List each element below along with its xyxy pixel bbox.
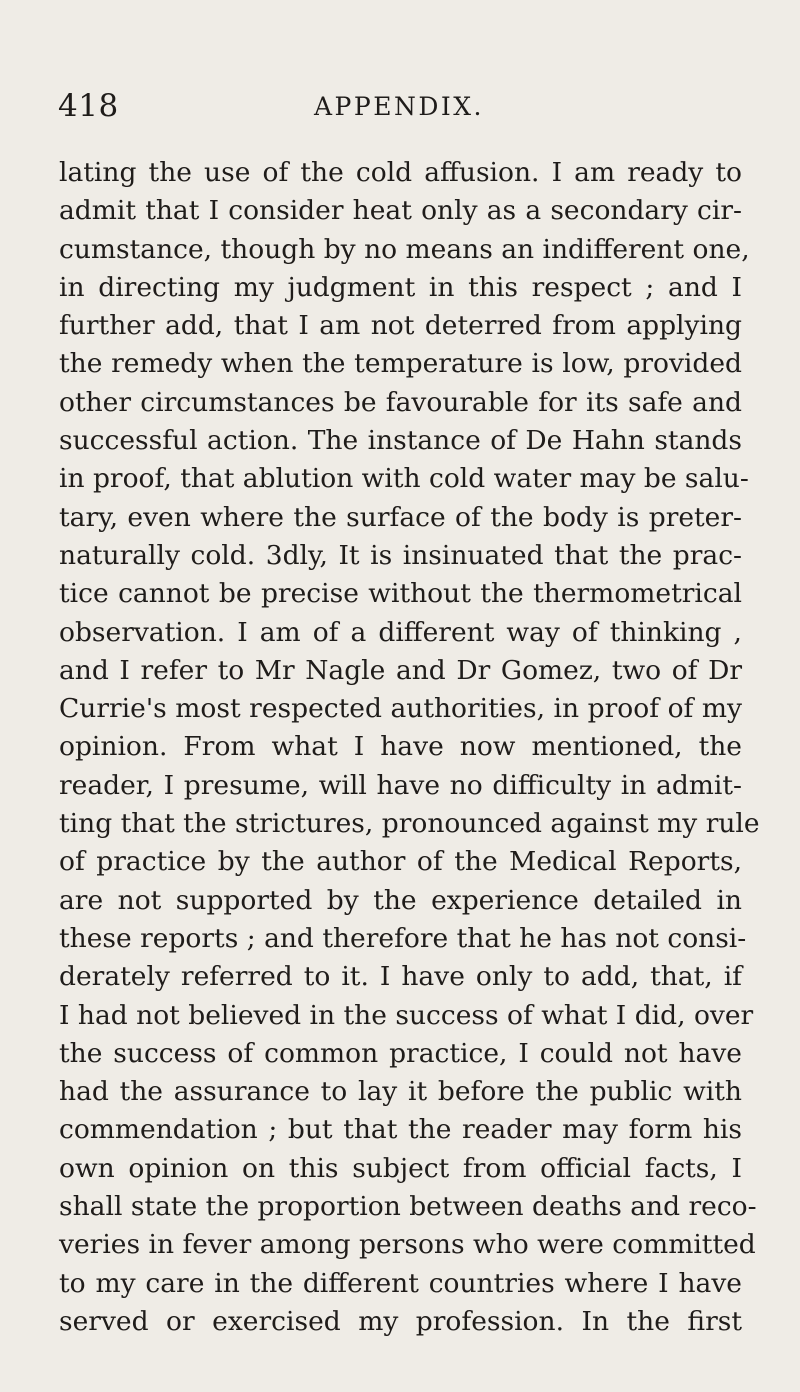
text-line: further add, that I am not deterred from applying — [59, 310, 742, 342]
text-line: are not supported by the experience detailed in — [59, 884, 742, 916]
text-line: tice cannot be precise without the thermometrical — [59, 578, 742, 610]
running-head — [58, 88, 738, 128]
text-line: the remedy when the temperature is low, provided — [59, 348, 742, 380]
text-line: successful action. The instance of De Hahn stands — [59, 425, 742, 457]
text-line: commendation ; but that the reader may form his — [59, 1114, 742, 1146]
text-line: I had not believed in the success of what I did, over — [59, 999, 754, 1031]
text-line: derately referred to it. I have only to add, that, if — [59, 961, 742, 993]
text-line: shall state the proportion between deaths and reco- — [59, 1191, 757, 1223]
text-line: naturally cold. 3dly, It is insinuated that the prac- — [59, 539, 742, 571]
text-line: tary, even where the surface of the body is preter- — [59, 501, 742, 533]
text-line: in directing my judgment in this respect ; and I — [59, 271, 742, 303]
text-line: observation. I am of a different way of thinking , — [59, 616, 742, 648]
text-line: reader, I presume, will have no difficulty in admit- — [59, 769, 742, 801]
text-line: had the assurance to lay it before the public with — [59, 1076, 742, 1108]
text-line: other circumstances be favourable for its safe and — [59, 386, 742, 418]
text-line: cumstance, though by no means an indifferent one, — [59, 233, 750, 265]
text-line: opinion. From what I have now mentioned, the — [59, 731, 742, 763]
text-line: ting that the strictures, pronounced against my rule — [59, 808, 760, 840]
text-line: served or exercised my profession. In the first — [59, 1305, 742, 1337]
text-line: these reports ; and therefore that he has not consi- — [59, 922, 747, 954]
text-line: the success of common practice, I could not have — [59, 1037, 742, 1069]
text-line: of practice by the author of the Medical Reports, — [59, 846, 742, 878]
text-line: to my care in the different countries where I have — [59, 1267, 742, 1299]
text-line: admit that I consider heat only as a secondary cir- — [59, 195, 742, 227]
text-line: in proof, that ablution with cold water may be salu- — [59, 463, 749, 495]
text-line: Currie's most respected authorities, in proof of my — [59, 693, 742, 725]
text-line: lating the use of the cold affusion. I am ready to — [59, 157, 742, 188]
text-line: veries in fever among persons who were committed — [59, 1229, 756, 1261]
page-number: 418 — [58, 88, 119, 124]
body-text — [59, 154, 760, 1341]
running-title: APPENDIX. — [314, 92, 484, 121]
text-line: own opinion on this subject from official facts, I — [59, 1152, 742, 1184]
text-line: and I refer to Mr Nagle and Dr Gomez, two of Dr — [59, 654, 742, 686]
